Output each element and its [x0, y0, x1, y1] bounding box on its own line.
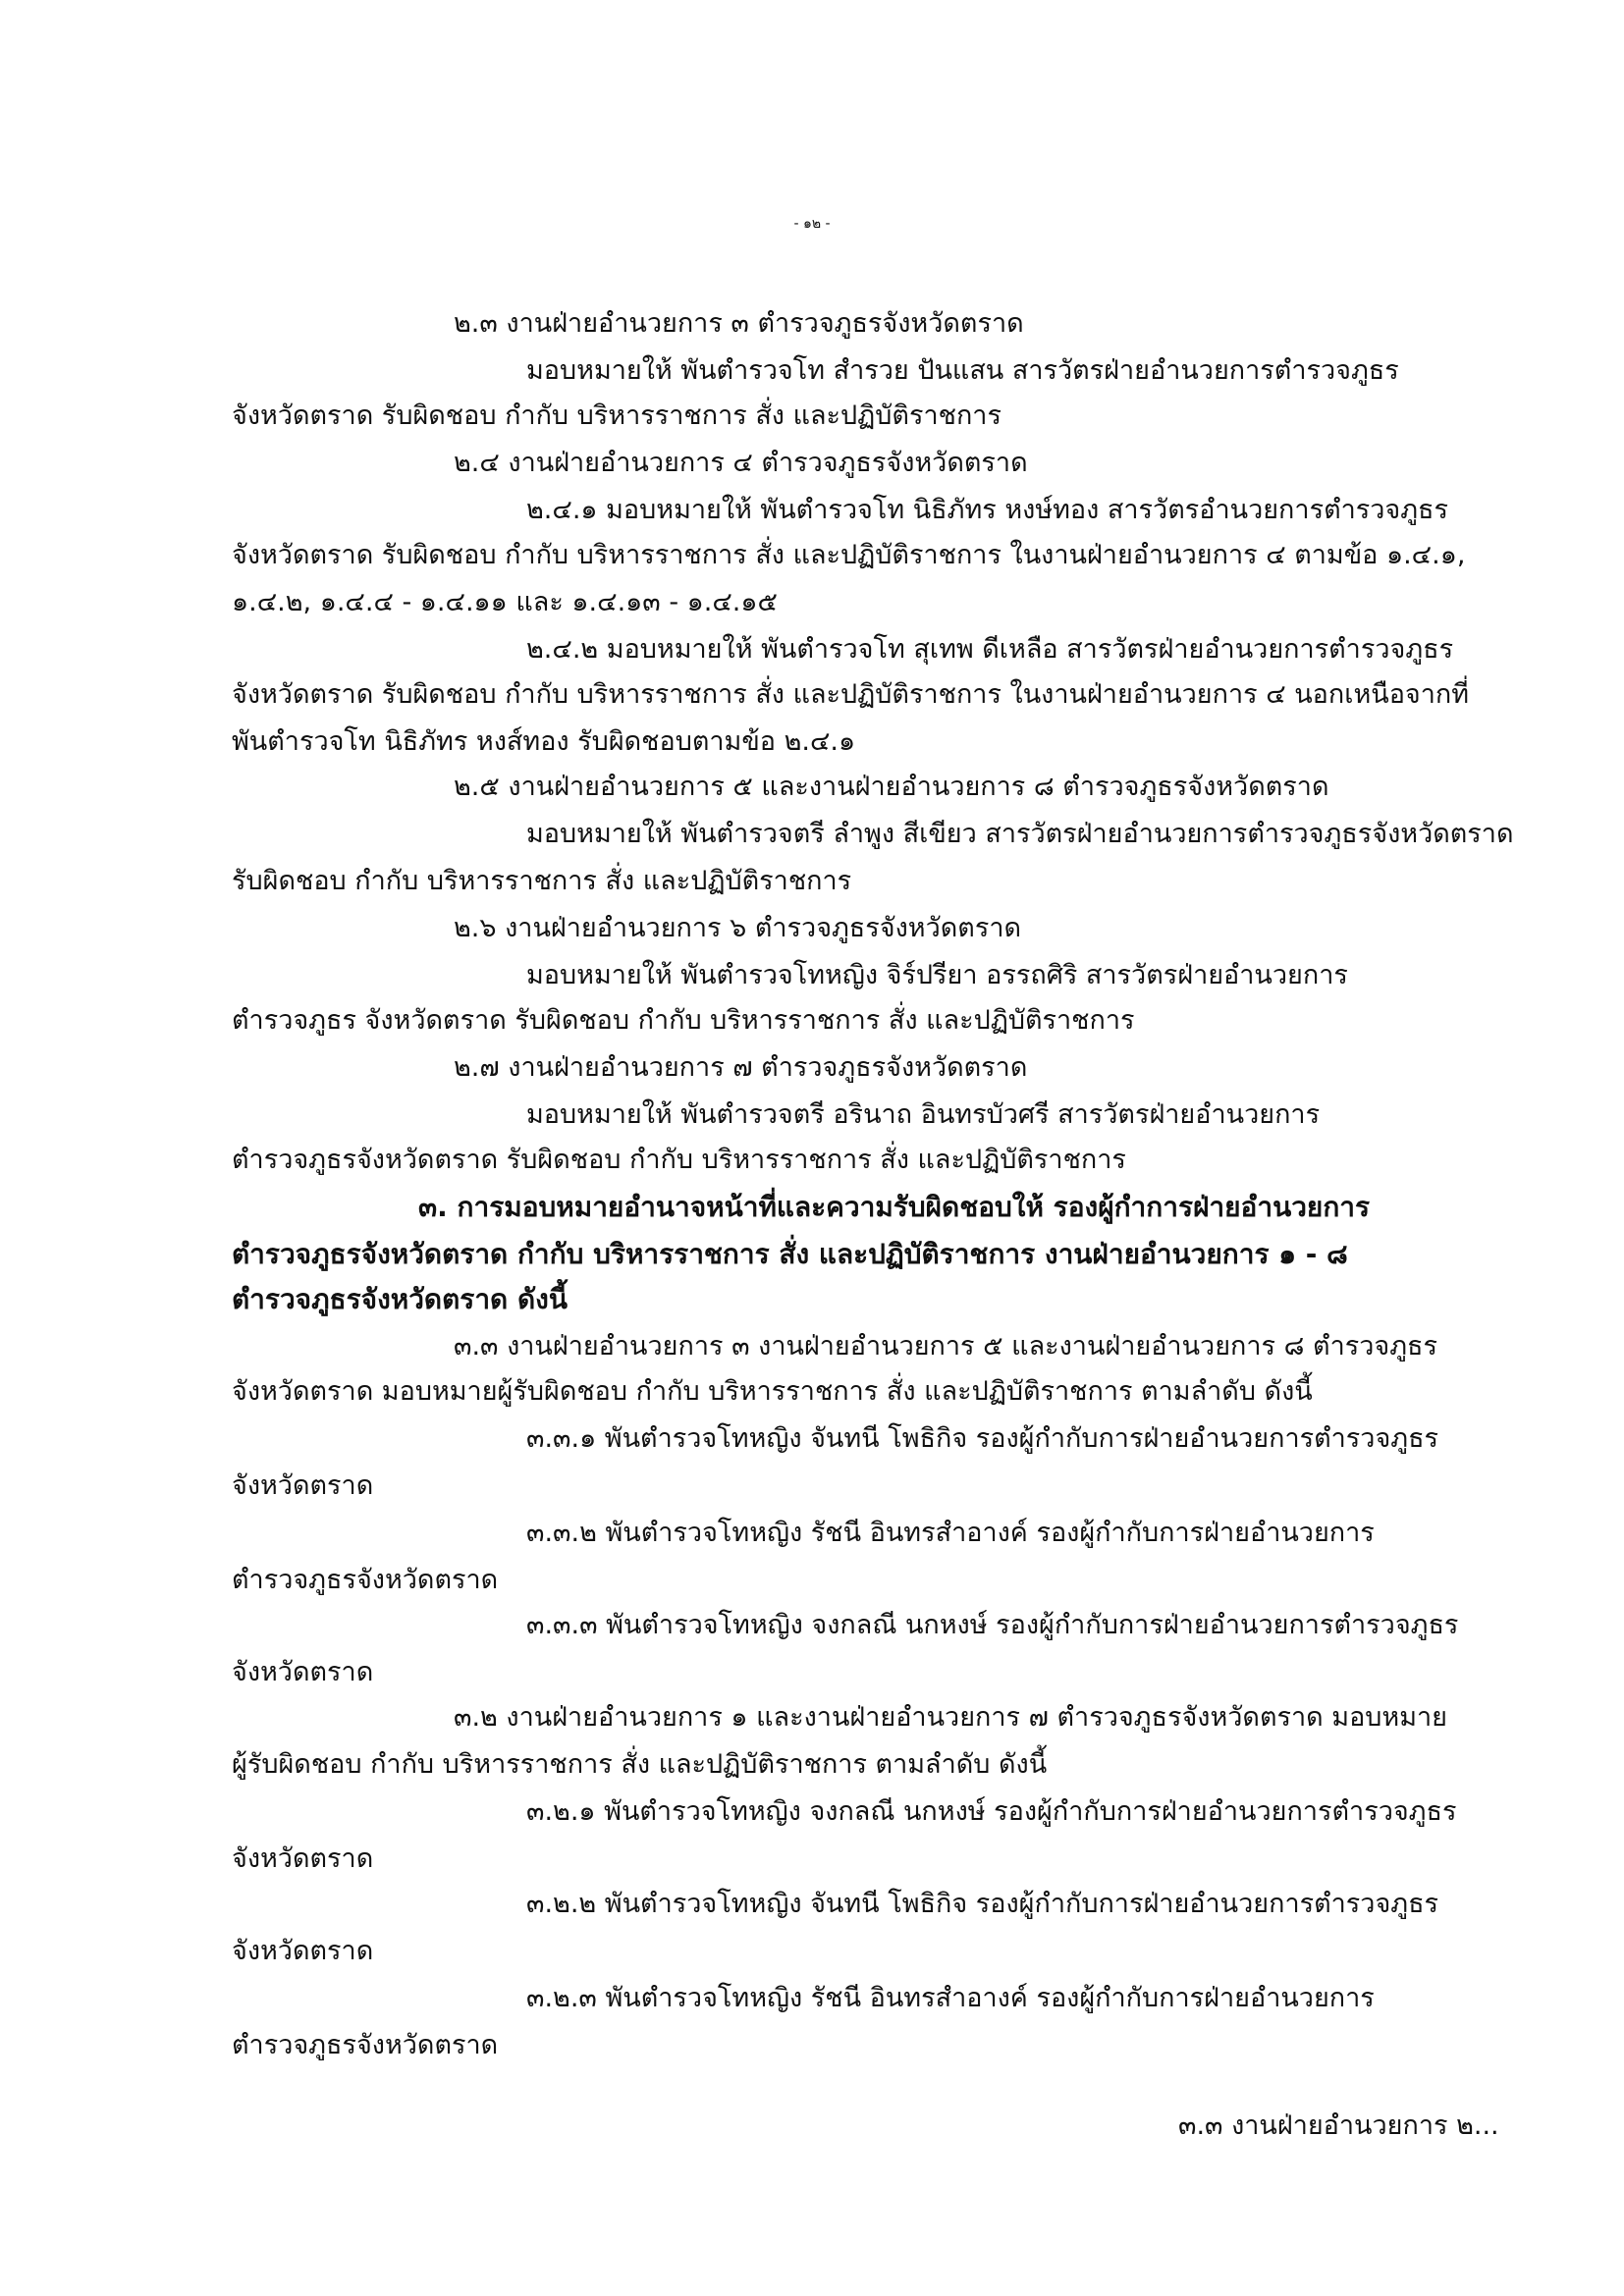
- section-3-heading: ๓. การมอบหมายอำนาจหน้าที่และความรับผิดชอบให้ รองผู้กำการฝ่ายอำนวยการ: [418, 1191, 1371, 1223]
- paragraph-line: จังหวัดตราด: [232, 1843, 374, 1874]
- paragraph-line: มอบหมายให้ พันตำรวจตรี อรินาถ อินทรบัวศรี สารวัตรฝ่ายอำนวยการ: [526, 1099, 1321, 1130]
- section-2-6-heading: ๒.๖ งานฝ่ายอำนวยการ ๖ ตำรวจภูธรจังหวัดตราด: [454, 913, 1022, 943]
- paragraph-line: มอบหมายให้ พันตำรวจโท สำรวย ปันแสน สารวัตรฝ่ายอำนวยการตำรวจภูธร: [526, 355, 1399, 386]
- paragraph-line: ตำรวจภูธร จังหวัดตราด รับผิดชอบ กำกับ บริหารราชการ สั่ง และปฏิบัติราชการ: [232, 1005, 1135, 1036]
- paragraph-line: จังหวัดตราด: [232, 1657, 374, 1687]
- paragraph-line: ๓.๒.๑ พันตำรวจโทหญิง จงกลณี นกหงษ์ รองผู้กำกับการฝ่ายอำนวยการตำรวจภูธร: [526, 1796, 1457, 1827]
- paragraph-line: จังหวัดตราด รับผิดชอบ กำกับ บริหารราชการ สั่ง และปฏิบัติราชการ: [232, 400, 1001, 431]
- paragraph-line: ผู้รับผิดชอบ กำกับ บริหารราชการ สั่ง และปฏิบัติราชการ ตามลำดับ ดังนี้: [232, 1749, 1048, 1780]
- paragraph-line: จังหวัดตราด มอบหมายผู้รับผิดชอบ กำกับ บริหารราชการ สั่ง และปฏิบัติราชการ ตามลำดับ ดังนี้: [232, 1376, 1313, 1407]
- section-2-7-heading: ๒.๗ งานฝ่ายอำนวยการ ๗ ตำรวจภูธรจังหวัดตราด: [454, 1052, 1028, 1083]
- page-number: - ๑๒ -: [793, 216, 831, 232]
- continuation-note: ๓.๓ งานฝ่ายอำนวยการ ๒...: [1178, 2110, 1499, 2141]
- section-3-2-heading: ๓.๒ งานฝ่ายอำนวยการ ๑ และงานฝ่ายอำนวยการ ๗ ตำรวจภูธรจังหวัดตราด มอบหมาย: [454, 1702, 1447, 1733]
- paragraph-line: ตำรวจภูธรจังหวัดตราด รับผิดชอบ กำกับ บริหารราชการ สั่ง และปฏิบัติราชการ: [232, 1145, 1126, 1175]
- paragraph-line: รับผิดชอบ กำกับ บริหารราชการ สั่ง และปฏิบัติราชการ: [232, 866, 852, 896]
- paragraph-line: ตำรวจภูธรจังหวัดตราด: [232, 1565, 499, 1595]
- paragraph-line: จังหวัดตราด รับผิดชอบ กำกับ บริหารราชการ สั่ง และปฏิบัติราชการ ในงานฝ่ายอำนวยการ ๔ ตามข้อ ๑.๔.๑,: [232, 540, 1466, 570]
- paragraph-line: ตำรวจภูธรจังหวัดตราด: [232, 2030, 499, 2060]
- paragraph-line: พันตำรวจโท นิธิภัทร หงส์ทอง รับผิดชอบตามข้อ ๒.๔.๑: [232, 726, 856, 757]
- paragraph-line: ๓.๒.๒ พันตำรวจโทหญิง จันทนี โพธิกิจ รองผู้กำกับการฝ่ายอำนวยการตำรวจภูธร: [526, 1889, 1439, 1919]
- paragraph-line: ๒.๔.๑ มอบหมายให้ พันตำรวจโท นิธิภัทร หงษ์ทอง สารวัตรอำนวยการตำรวจภูธร: [526, 495, 1449, 525]
- paragraph-line: จังหวัดตราด รับผิดชอบ กำกับ บริหารราชการ สั่ง และปฏิบัติราชการ ในงานฝ่ายอำนวยการ ๔ นอกเหนือจากที่: [232, 679, 1470, 710]
- paragraph-line: มอบหมายให้ พันตำรวจตรี ลำพูง สีเขียว สารวัตรฝ่ายอำนวยการตำรวจภูธรจังหวัดตราด: [526, 819, 1514, 849]
- paragraph-line: จังหวัดตราด: [232, 1936, 374, 1966]
- section-2-5-heading: ๒.๕ งานฝ่ายอำนวยการ ๕ และงานฝ่ายอำนวยการ ๘ ตำรวจภูธรจังหวัดตราด: [454, 772, 1329, 802]
- section-2-3-heading: ๒.๓ งานฝ่ายอำนวยการ ๓ ตำรวจภูธรจังหวัดตราด: [454, 308, 1024, 339]
- paragraph-line: จังหวัดตราด: [232, 1470, 374, 1501]
- section-3-heading-line: ตำรวจภูธรจังหวัดตราด ดังนี้: [232, 1283, 568, 1315]
- section-2-4-heading: ๒.๔ งานฝ่ายอำนวยการ ๔ ตำรวจภูธรจังหวัดตราด: [454, 448, 1028, 478]
- paragraph-line: มอบหมายให้ พันตำรวจโทหญิง จิร์ปรียา อรรถศิริ สารวัตรฝ่ายอำนวยการ: [526, 960, 1348, 990]
- paragraph-line: ๑.๔.๒, ๑.๔.๔ - ๑.๔.๑๑ และ ๑.๔.๑๓ - ๑.๔.๑๕: [232, 587, 778, 617]
- paragraph-line: ๓.๓.๒ พันตำรวจโทหญิง รัชนี อินทรสำอางค์ รองผู้กำกับการฝ่ายอำนวยการ: [526, 1518, 1375, 1548]
- paragraph-line: ๓.๒.๓ พันตำรวจโทหญิง รัชนี อินทรสำอางค์ รองผู้กำกับการฝ่ายอำนวยการ: [526, 1983, 1375, 2013]
- paragraph-line: ๓.๓.๓ พันตำรวจโทหญิง จงกลณี นกหงษ์ รองผู้กำกับการฝ่ายอำนวยการตำรวจภูธร: [526, 1610, 1459, 1640]
- section-3-3-heading: ๓.๓ งานฝ่ายอำนวยการ ๓ งานฝ่ายอำนวยการ ๕ และงานฝ่ายอำนวยการ ๘ ตำรวจภูธร: [454, 1331, 1437, 1362]
- paragraph-line: ๒.๔.๒ มอบหมายให้ พันตำรวจโท สุเทพ ดีเหลือ สารวัตรฝ่ายอำนวยการตำรวจภูธร: [526, 634, 1454, 665]
- paragraph-line: ๓.๓.๑ พันตำรวจโทหญิง จันทนี โพธิกิจ รองผู้กำกับการฝ่ายอำนวยการตำรวจภูธร: [526, 1423, 1439, 1454]
- section-3-heading-line: ตำรวจภูธรจังหวัดตราด กำกับ บริหารราชการ สั่ง และปฏิบัติราชการ งานฝ่ายอำนวยการ ๑ - ๘: [232, 1238, 1348, 1270]
